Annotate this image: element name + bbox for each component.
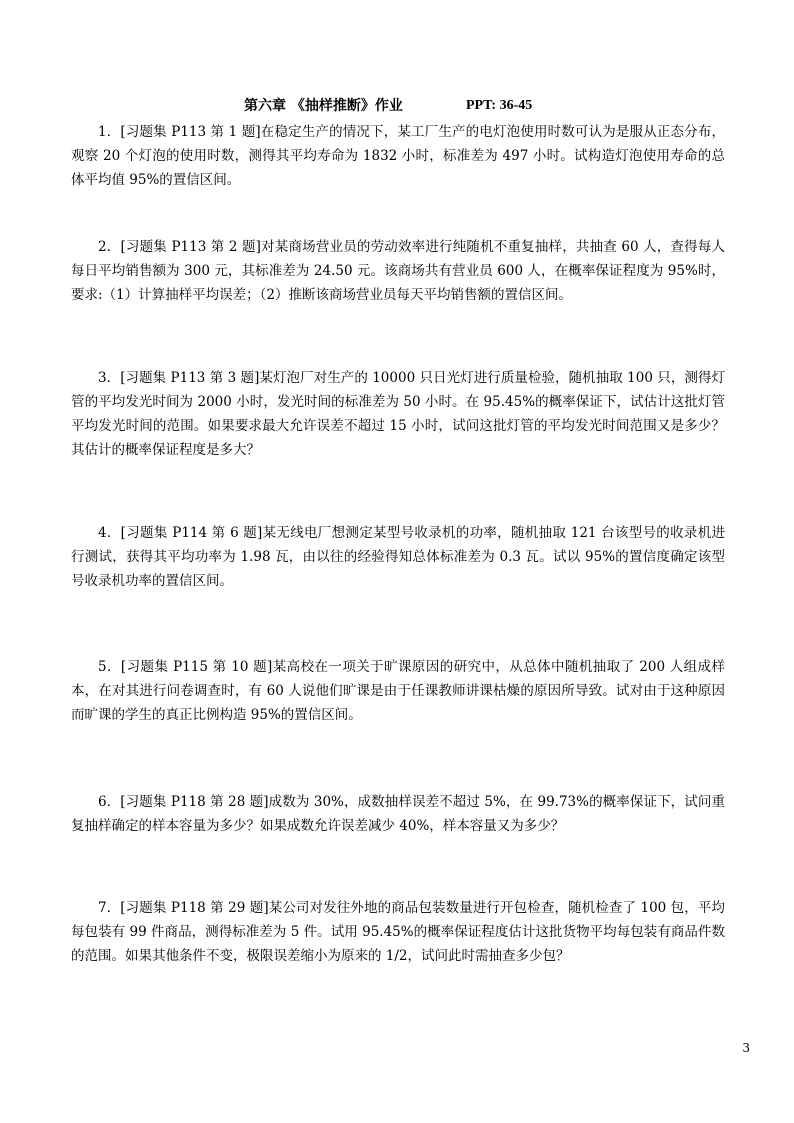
page-number: 3 bbox=[742, 1041, 750, 1055]
question-3: 3．[习题集 P113 第 3 题]某灯泡厂对生产的 10000 只日光灯进行质量检验，随机抽取 100 只，测得灯管的平均发光时间为 2000 小时，发光时间的标准差为 50 小时。在 95.45%的概率保证下，试估计这批灯管平均发光时间的范围。如果要求最大允许误差不超过 15 小时，试问这批灯管的平均发光时间范围又是多少？其估计的概率保证程度是多大？ bbox=[71, 370, 725, 458]
chapter-title: 第六章 《抽样推断》作业 bbox=[244, 98, 403, 114]
chapter-heading bbox=[0, 96, 794, 116]
question-4: 4．[习题集 P114 第 6 题]某无线电厂想测定某型号收录机的功率，随机抽取 121 台该型号的收录机进行测试，获得其平均功率为 1.98 瓦，由以往的经验得知总体标准差为 0.3 瓦。试以 95%的置信度确定该型号收录机功率的置信区间。 bbox=[71, 525, 725, 589]
question-7: 7．[习题集 P118 第 29 题]某公司对发往外地的商品包装数量进行开包检查，随机检查了 100 包，平均每包装有 99 件商品，测得标准差为 5 件。试用 95.45%的概率保证程度估计这批货物平均每包装有商品件数的范围。如果其他条件不变，极限误差缩小为原来的 1/2，试问此时需抽查多少包？ bbox=[71, 900, 725, 964]
question-6: 6．[习题集 P118 第 28 题]成数为 30%，成数抽样误差不超过 5%，在 99.73%的概率保证下，试问重复抽样确定的样本容量为多少？如果成数允许误差减少 40%，样本容量又为多少？ bbox=[71, 794, 725, 834]
question-5: 5．[习题集 P115 第 10 题]某高校在一项关于旷课原因的研究中，从总体中随机抽取了 200 人组成样本，在对其进行问卷调查时，有 60 人说他们旷课是由于任课教师讲课枯燥的原因所导致。试对由于这种原因而旷课的学生的真正比例构造 95%的置信区间。 bbox=[71, 659, 725, 723]
question-2: 2．[习题集 P113 第 2 题]对某商场营业员的劳动效率进行纯随机不重复抽样，共抽查 60 人，查得每人每日平均销售额为 300 元，其标准差为 24.50 元。该商场共有营业员 600 人，在概率保证程度为 95%时，要求:（1）计算抽样平均误差；（2）推断该商场营业员每天平均销售额的置信区间。 bbox=[71, 239, 725, 303]
question-1: 1．[习题集 P113 第 1 题]在稳定生产的情况下，某工厂生产的电灯泡使用时数可认为是服从正态分布，观察 20 个灯泡的使用时数，测得其平均寿命为 1832 小时，标准差为 497 小时。试构造灯泡使用寿命的总体平均值 95%的置信区间。 bbox=[71, 124, 725, 188]
ppt-reference: PPT: 36-45 bbox=[466, 98, 533, 113]
